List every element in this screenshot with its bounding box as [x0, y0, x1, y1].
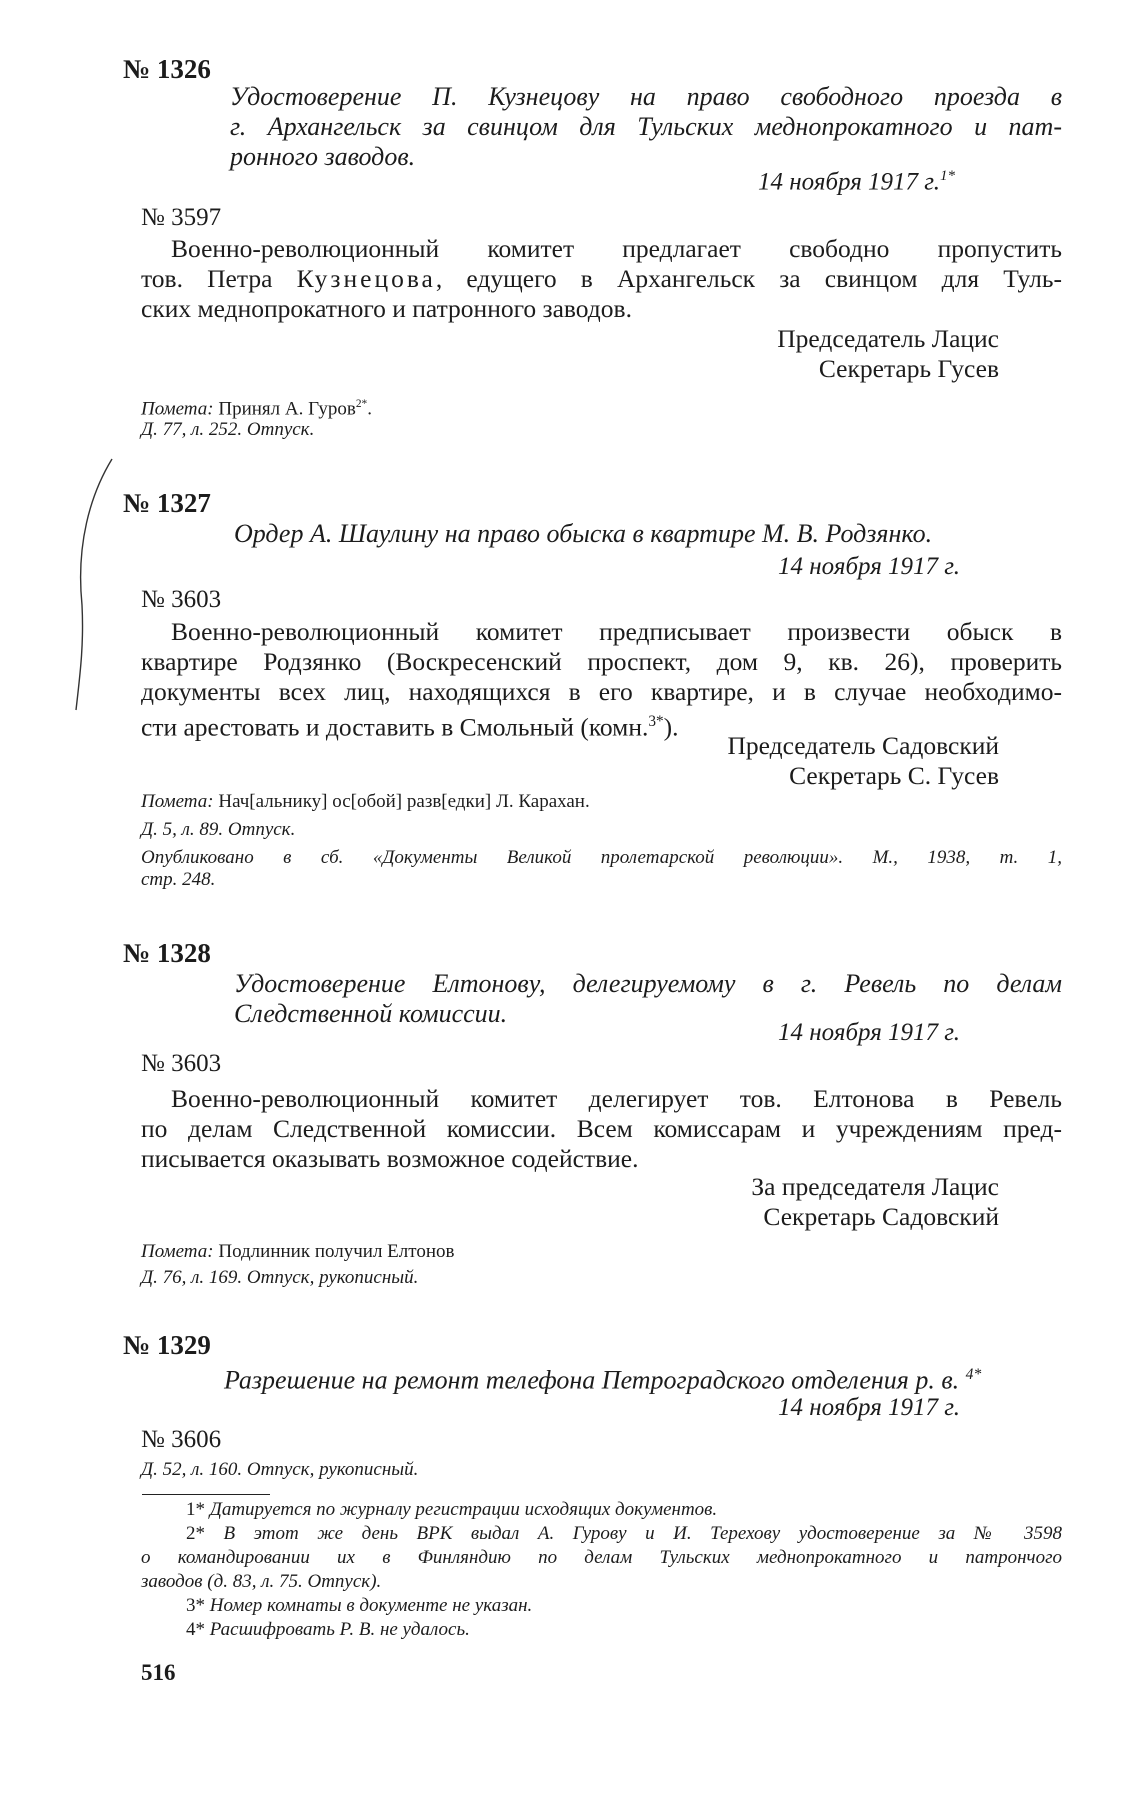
doc-1326-number: № 1326 [123, 54, 211, 84]
doc-1327-reg-number: № 3603 [141, 586, 222, 613]
footnote-2-line2: о командировании их в Финляндию по делам Тульских меднопрокатного и патрончого [141, 1547, 1062, 1568]
footnote-4: 4* Расшифровать Р. В. не удалось. [186, 1619, 470, 1640]
doc-1327-body-line2: квартире Родзянко (Воскресенский проспект, дом 9, кв. 26), проверить [141, 647, 1062, 676]
doc-1328-date: 14 ноября 1917 г. [778, 1019, 960, 1046]
doc-1326-title-line1: Удостоверение П. Кузнецову на право свободного проезда в [230, 82, 1062, 111]
doc-1327-source: Д. 5, л. 89. Отпуск. [141, 819, 296, 840]
doc-1326-title-line3: ронного заводов. [230, 142, 416, 171]
doc-1328-reg-number: № 3603 [141, 1050, 222, 1077]
doc-1327-signature-chair: Председатель Садовский [727, 731, 999, 760]
doc-1328-title-line1: Удостоверение Елтонову, делегируемому в г. Ревель по делам [234, 969, 1062, 998]
doc-1326-body-line1: Военно-революционный комитет предлагает свободно пропустить [171, 234, 1062, 263]
doc-1327-title-line1: Ордер А. Шаулину на право обыска в квартире М. В. Родзянко. [234, 519, 933, 548]
doc-1328-body-line2: по делам Следственной комиссии. Всем комиссарам и учреждениям пред- [141, 1114, 1062, 1143]
doc-1329-number: № 1329 [123, 1330, 211, 1360]
doc-1329-source: Д. 52, л. 160. Отпуск, рукописный. [141, 1459, 419, 1480]
doc-1327-body-line1: Военно-революционный комитет предписывает произвести обыск в [171, 617, 1062, 646]
doc-1329-reg-number: № 3606 [141, 1426, 222, 1453]
doc-1326-date: 14 ноября 1917 г.$^{1*}$ [758, 168, 955, 196]
doc-1328-title-line2: Следственной комиссии. [234, 999, 508, 1028]
footnote-divider [142, 1494, 270, 1495]
doc-1326-body-line3: ских меднопрокатного и патронного заводов. [141, 294, 632, 323]
doc-1327-body-line3: документы всех лиц, находящихся в его квартире, и в случае необходимо- [141, 677, 1062, 706]
doc-1329-title-line1: Разрешение на ремонт телефона Петроградского отделения р. в. $^{4*}$ [224, 1365, 982, 1395]
doc-1326-signature-secretary: Секретарь Гусев [818, 354, 999, 383]
doc-1326-body-line2: тов. Петра Кузнецова, едущего в Архангельск за свинцом для Туль- [141, 264, 1063, 293]
doc-1328-body-line1: Военно-революционный комитет делегирует тов. Елтонова в Ревель [171, 1084, 1062, 1113]
doc-1328-body-line3: писывается оказывать возможное содействие. [141, 1144, 639, 1173]
footnote-1: 1* Датируется по журналу регистрации исходящих документов. [186, 1499, 718, 1520]
doc-1327-date: 14 ноября 1917 г. [778, 553, 960, 580]
doc-1328-number: № 1328 [123, 938, 211, 968]
doc-1327-published-line2: стр. 248. [141, 869, 216, 890]
doc-1328-signature-chair: За председателя Лацис [751, 1172, 999, 1201]
doc-1327-body-line4: сти арестовать и доставить в Смольный (комн.$^{3*}$). [141, 712, 679, 742]
doc-1328-note: Помета: Подлинник получил Елтонов [141, 1241, 455, 1262]
footnote-3: 3* Номер комнаты в документе не указан. [186, 1595, 533, 1616]
doc-1326-note: Помета: Принял А. Гуров$^{2*}$. [141, 398, 372, 420]
margin-bracket-mark [60, 455, 120, 715]
page-number: 516 [141, 1660, 176, 1685]
doc-1326-reg-number: № 3597 [141, 204, 222, 231]
doc-1327-number: № 1327 [123, 488, 211, 518]
doc-1326-signature-chair: Председатель Лацис [777, 324, 999, 353]
doc-1328-source: Д. 76, л. 169. Отпуск, рукописный. [141, 1267, 419, 1288]
doc-1328-signature-secretary: Секретарь Садовский [763, 1202, 999, 1231]
doc-1326-source: Д. 77, л. 252. Отпуск. [141, 419, 315, 440]
footnote-2-line3: заводов (д. 83, л. 75. Отпуск). [141, 1571, 382, 1592]
doc-1329-date: 14 ноября 1917 г. [778, 1394, 960, 1421]
footnote-2-line1: 2* В этот же день ВРК выдал А. Гурову и И. Терехову удостоверение за № 3598 [186, 1523, 1063, 1544]
doc-1327-published-line1: Опубликовано в сб. «Документы Великой пролетарской революции». М., 1938, т. 1, [141, 847, 1062, 868]
doc-1327-signature-secretary: Секретарь С. Гусев [789, 761, 999, 790]
doc-1327-note: Помета: Нач[альнику] ос[обой] разв[едки] Л. Карахан. [141, 791, 590, 812]
doc-1326-title-line2: г. Архангельск за свинцом для Тульских меднопрокатного и пат- [230, 112, 1062, 141]
